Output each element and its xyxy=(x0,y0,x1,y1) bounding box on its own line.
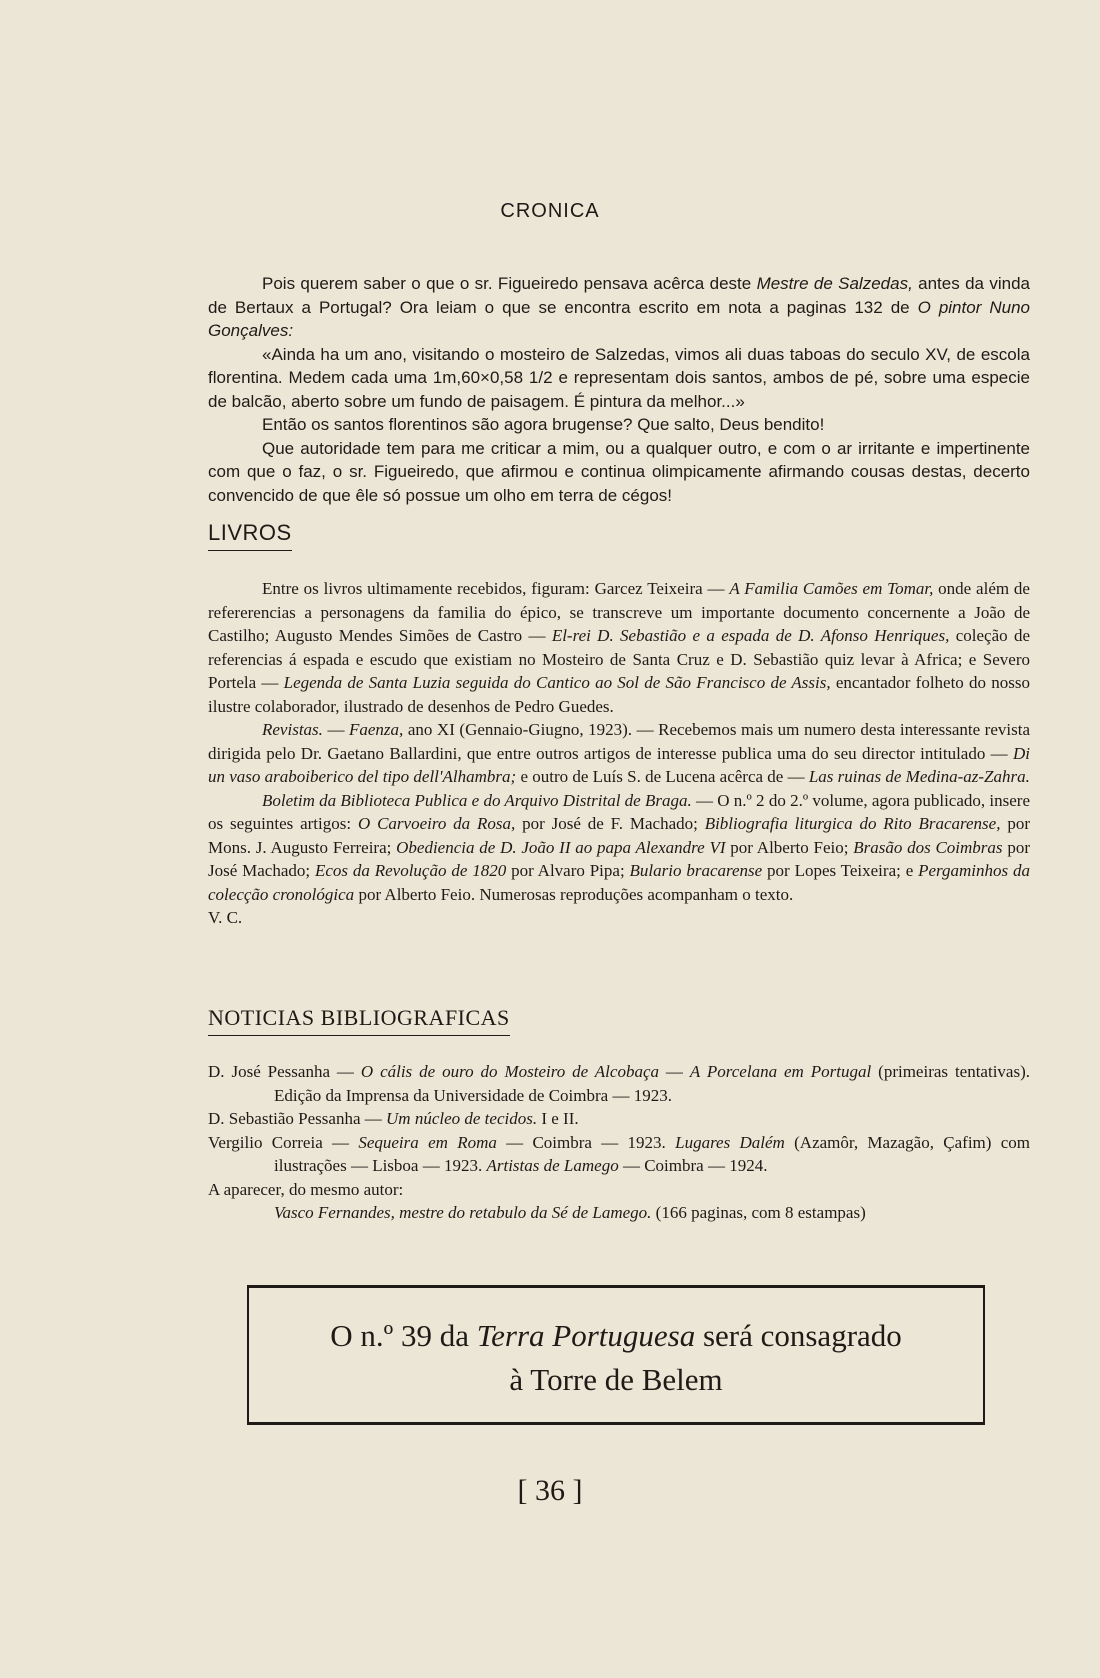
text-run: por Alberto Feio. Numerosas reproduções acompanham o texto. xyxy=(354,884,794,904)
text-run: antes da vinda de Bertaux a Portugal? Ora leiam o que se encontra escrito em nota a paginas 132 de xyxy=(208,274,1030,317)
work-title: Bibliografia liturgica do Rito Bracarense, xyxy=(704,814,1001,833)
text-run: por José Machado; xyxy=(208,837,1030,880)
work-title: Artistas de Lamego xyxy=(486,1156,619,1175)
text-run: Pois querem saber o que o sr. Figueiredo pensava acêrca deste xyxy=(262,274,757,293)
livros-paragraph-boletim xyxy=(208,789,1030,907)
work-title: Lugares Dalém xyxy=(675,1132,785,1152)
work-title: Brasão dos Coimbras xyxy=(853,837,1003,857)
text-run: será consagrado xyxy=(695,1318,902,1353)
work-title: Bulario bracarense xyxy=(629,861,763,880)
text-run: — xyxy=(659,1062,690,1081)
bibliography-entry xyxy=(208,1060,1030,1107)
text-run: por José de F. Machado; xyxy=(515,814,705,833)
work-title: Boletim da Biblioteca Publica e do Arquivo Distrital de Braga. xyxy=(262,790,692,810)
text-run: coleção de referencias á espada e escudo que existiam no Mosteiro de Santa Cruz e D. Sebastião quiz levar à Africa; e Severo Portela — xyxy=(208,626,1031,692)
work-title: O Carvoeiro da Rosa, xyxy=(357,814,516,833)
livros-paragraph-revistas xyxy=(208,718,1030,789)
text-run: ano XI (Gennaio-Giugno, 1923). — Recebemos mais um numero desta interessante revista dirigida pelo Dr. Gaetano Ballardini, que entre outros artigos de interesse publica uma do seu director intitulado — xyxy=(208,720,1030,763)
cronica-paragraph-1 xyxy=(208,272,1030,343)
work-title: A Familia Camões em Tomar, xyxy=(729,579,934,598)
text-run: encantador folheto do nosso ilustre colaborador, ilustrado de desenhos de Pedro Guedes. xyxy=(208,673,1031,716)
text-run: I e II. xyxy=(537,1109,579,1128)
work-title: Ecos da Revolução de 1820 xyxy=(314,861,507,880)
text-run: por Alberto Feio; xyxy=(725,837,854,857)
work-title: Legenda de Santa Luzia seguida do Cantico ao Sol de São Francisco de Assis, xyxy=(283,673,831,692)
text-run: — Coimbra — 1923. xyxy=(496,1132,676,1152)
cronica-section xyxy=(208,272,1030,507)
text-run: por Alvaro Pipa; xyxy=(506,861,630,880)
work-title: Sequeira em Roma xyxy=(358,1132,497,1152)
text-run: — Coimbra — 1924. xyxy=(618,1156,768,1175)
work-title: Obediencia de D. João II ao papa Alexandre VI xyxy=(396,837,726,857)
announcement-line-2: à Torre de Belem xyxy=(509,1362,723,1397)
cronica-paragraph-3: Então os santos florentinos são agora brugense? Que salto, Deus bendito! xyxy=(262,415,825,434)
text-run: (primeiras tentativas). Edição da Imprensa da Universidade de Coimbra — 1923. xyxy=(274,1062,1031,1105)
text-run: O n.º 39 da xyxy=(330,1318,477,1353)
run-in-heading: Revistas. xyxy=(262,720,323,739)
text-run: e outro de Luís S. de Lucena acêrca de — xyxy=(516,767,809,786)
text-run: D. José Pessanha — xyxy=(208,1062,361,1081)
text-run: Entre os livros ultimamente recebidos, figuram: Garcez Teixeira — xyxy=(262,579,730,598)
text-run: — xyxy=(322,720,349,739)
section-title-livros: LIVROS xyxy=(208,520,292,551)
text-run: por Mons. J. Augusto Ferreira; xyxy=(208,814,1030,857)
announcement-box xyxy=(247,1285,985,1425)
work-title: A Porcelana em Portugal xyxy=(689,1062,872,1081)
text-run: Vergilio Correia — xyxy=(208,1132,359,1152)
signature: V. C. xyxy=(208,908,243,927)
work-title: Di un vaso araboiberico del tipo dell'Alhambra; xyxy=(208,743,1030,786)
text-run: — O n.º 2 do 2.º volume, agora publicado, insere os seguintes artigos: xyxy=(208,790,1030,833)
livros-section xyxy=(208,577,1030,930)
bibliography-entry xyxy=(208,1131,1030,1178)
work-title: Um núcleo de tecidos. xyxy=(386,1109,538,1128)
work-title: Faenza, xyxy=(349,720,404,739)
text-run: (166 paginas, com 8 estampas) xyxy=(651,1203,866,1222)
magazine-title: Terra Portuguesa xyxy=(476,1318,696,1353)
cronica-paragraph-4: Que autoridade tem para me criticar a mim, ou a qualquer outro, e com o ar irritante e impertinente com que o faz, o sr. Figueiredo, que afirmou e continua olimpicamente afirmando cousas destas, decerto convencido de que êle só possue um olho em terra de cégos! xyxy=(208,438,1030,505)
work-title: Vasco Fernandes, mestre do retabulo da Sé de Lamego. xyxy=(274,1203,652,1222)
text-run: onde além de refererencias a personagens da familia do épico, se transcreve um importante documento concernente a João de Castilho; Augusto Mendes Simões de Castro — xyxy=(208,579,1030,645)
text-run: por Lopes Teixeira; e xyxy=(762,861,919,880)
text-run: D. Sebastião Pessanha — xyxy=(208,1109,387,1128)
bibliography-entry: A aparecer, do mesmo autor: xyxy=(208,1179,404,1199)
section-title-noticias: NOTICIAS BIBLIOGRAFICAS xyxy=(208,1005,510,1036)
noticias-section xyxy=(208,1060,1030,1225)
text-run: (Azamôr, Mazagão, Çafim) com ilustrações — Lisboa — 1923. xyxy=(274,1132,1030,1175)
page-number: [ 36 ] xyxy=(517,1474,583,1507)
work-title: El-rei D. Sebastião e a espada de D. Afonso Henriques, xyxy=(551,626,950,645)
work-title: Pergaminhos da colecção cronológica xyxy=(208,861,1030,904)
announcement-line-1 xyxy=(249,1314,983,1358)
cronica-paragraph-2: «Ainda ha um ano, visitando o mosteiro de Salzedas, vimos ali duas taboas do seculo XV, de escola florentina. Medem cada uma 1m,60×0,58 1/2 e representam dois santos, ambos de pé, sobre uma especie de balcão, aberto sobre um fundo de paisagem. É pintura da melhor...» xyxy=(208,344,1030,411)
livros-paragraph-1 xyxy=(208,577,1030,718)
running-head: CRONICA xyxy=(500,200,600,222)
bibliography-entry xyxy=(208,1107,1030,1131)
work-title: Las ruinas de Medina-az-Zahra. xyxy=(808,767,1030,786)
work-title: Mestre de Salzedas, xyxy=(756,274,913,293)
work-title: O cális de ouro do Mosteiro de Alcobaça xyxy=(360,1062,659,1081)
work-title: O pintor Nuno Gonçalves: xyxy=(208,297,1030,340)
bibliography-entry-forthcoming xyxy=(208,1201,1030,1225)
